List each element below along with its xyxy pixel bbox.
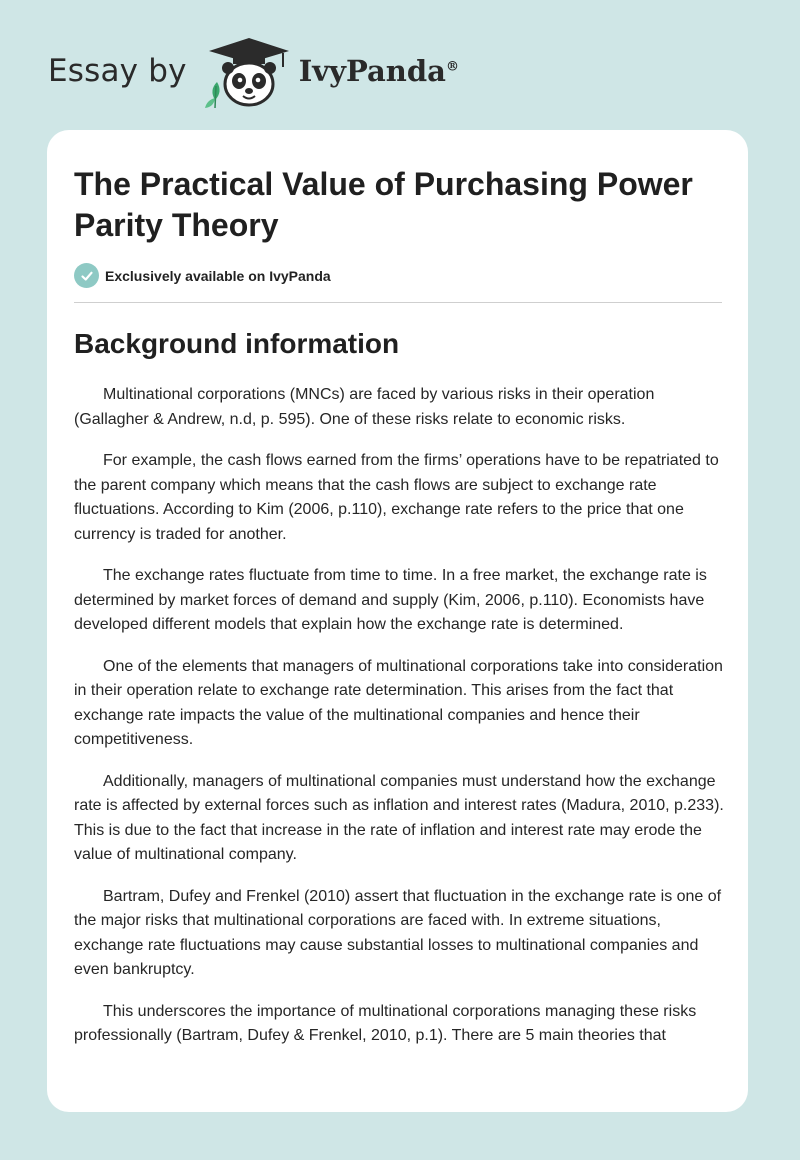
body-paragraph: Bartram, Dufey and Frenkel (2010) assert that fluctuation in the exchange rate is one of the major risks that multinational corporations are faced with. In extreme situations, exchange rate fluctuations may cause substantial losses to multinational companies and even bankruptcy. (74, 887, 722, 978)
site-header (48, 34, 459, 108)
body-paragraph: The exchange rates fluctuate from time to time. In a free market, the exchange rate is determined by market forces of demand and supply (Kim, 2006, p.110). Economists have developed different models that explain how the exchange rate is determined. (74, 567, 707, 633)
body-paragraph: Multinational corporations (MNCs) are faced by various risks in their operation (Gallagher & Andrew, n.d, p. 595). One of these risks relate to economic risks. (74, 386, 655, 428)
body-paragraph: Additionally, managers of multinational companies must understand how the exchange rate is affected by external forces such as inflation and interest rates (Madura, 2010, p.233). This is due to the fact that increase in the rate of inflation and interest rate may erode the value of multinational company. (74, 772, 724, 863)
registered-mark: ® (445, 59, 459, 75)
exclusive-badge-text: Exclusively available on IvyPanda (105, 267, 331, 284)
body-paragraph: One of the elements that managers of multinational corporations take into consideration in their operation relate to exchange rate determination. This arises from the fact that exchange rate impacts the value of the multinational companies and hence their competitiveness. (74, 657, 723, 748)
check-icon (74, 263, 99, 288)
body-paragraph: For example, the cash flows earned from the firms’ operations have to be repatriated to the parent company which means that the cash flows are subject to exchange rate fluctuations. According to Kim (2006, p.110), exchange rate refers to the price that one currency is traded for another. (74, 452, 719, 543)
essay-body (74, 383, 724, 1066)
essay-card (47, 130, 748, 1112)
brand-name[interactable]: IvyPanda® (298, 54, 459, 88)
title-divider (74, 302, 722, 303)
section-heading: Background information (74, 328, 400, 359)
body-paragraph: This underscores the importance of multinational corporations managing these risks professionally (Bartram, Dufey & Frenkel, 2010, p.1). There are 5 main theories that (74, 1002, 697, 1044)
exclusive-badge (74, 263, 331, 288)
essay-title: The Practical Value of Purchasing Power Parity Theory (74, 166, 693, 243)
panda-logo-icon[interactable] (203, 34, 295, 108)
essay-by-label: Essay by (48, 53, 187, 89)
